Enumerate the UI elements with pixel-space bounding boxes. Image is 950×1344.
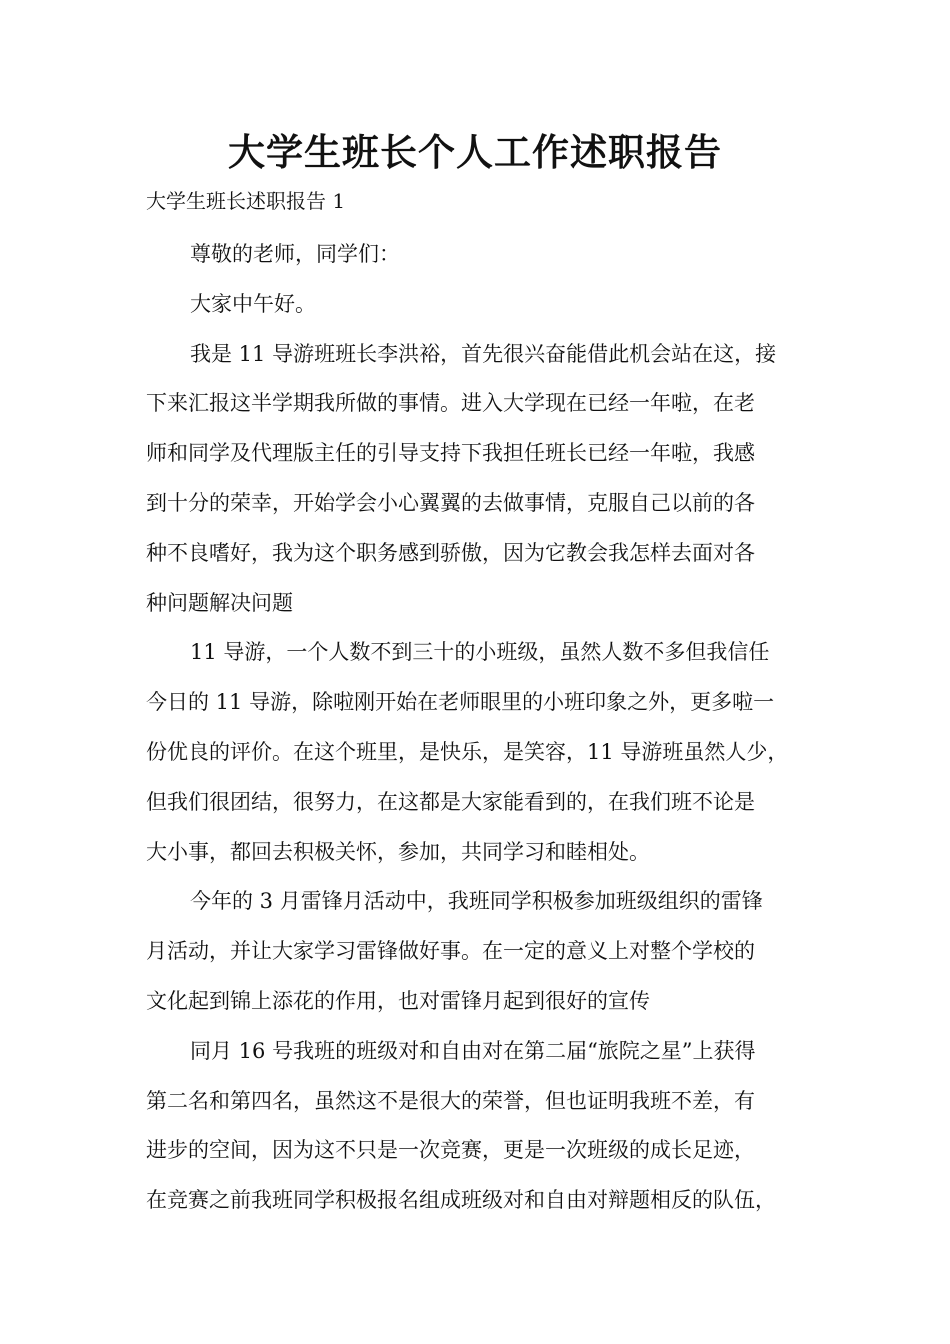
body-line: 我是 11 导游班班长李洪裕，首先很兴奋能借此机会站在这，接 <box>190 341 777 366</box>
body-line: 文化起到锦上添花的作用，也对雷锋月起到很好的宣传 <box>146 988 650 1013</box>
body-line: 第二名和第四名，虽然这不是很大的荣誉，但也证明我班不差，有 <box>146 1088 755 1113</box>
body-line: 大小事，都回去积极关怀，参加，共同学习和睦相处。 <box>146 839 650 864</box>
body-line: 在竞赛之前我班同学积极报名组成班级对和自由对辩题相反的队伍， <box>146 1188 776 1213</box>
body-line: 下来汇报这半学期我所做的事情。进入大学现在已经一年啦，在老 <box>146 391 755 416</box>
document-body <box>146 230 826 1226</box>
body-line: 进步的空间，因为这不只是一次竞赛，更是一次班级的成长足迹， <box>146 1138 755 1163</box>
body-line: 尊敬的老师，同学们： <box>190 242 400 266</box>
body-line: 月活动，并让大家学习雷锋做好事。在一定的意义上对整个学校的 <box>146 939 755 964</box>
document-subtitle: 大学生班长述职报告 1 <box>146 189 346 213</box>
document-title: 大学生班长个人工作述职报告 <box>228 130 722 174</box>
body-line: 大家中午好。 <box>190 291 316 316</box>
body-line: 到十分的荣幸，开始学会小心翼翼的去做事情，克服自己以前的各 <box>146 490 755 515</box>
body-line: 份优良的评价。在这个班里，是快乐，是笑容，11 导游班虽然人少， <box>146 739 789 764</box>
body-line: 今日的 11 导游，除啦刚开始在老师眼里的小班印象之外，更多啦一 <box>146 690 775 715</box>
body-line: 但我们很团结，很努力，在这都是大家能看到的，在我们班不论是 <box>146 789 755 814</box>
body-line: 种不良嗜好，我为这个职务感到骄傲，因为它教会我怎样去面对各 <box>146 540 755 565</box>
body-line: 今年的 3 月雷锋月活动中，我班同学积极参加班级组织的雷锋 <box>190 889 763 914</box>
body-line: 同月 16 号我班的班级对和自由对在第二届“旅院之星”上获得 <box>190 1038 756 1063</box>
body-line: 种问题解决问题 <box>146 590 293 615</box>
body-line: 师和同学及代理版主任的引导支持下我担任班长已经一年啦，我感 <box>146 441 755 466</box>
body-line: 11 导游，一个人数不到三十的小班级，虽然人数不多但我信任 <box>190 640 770 665</box>
